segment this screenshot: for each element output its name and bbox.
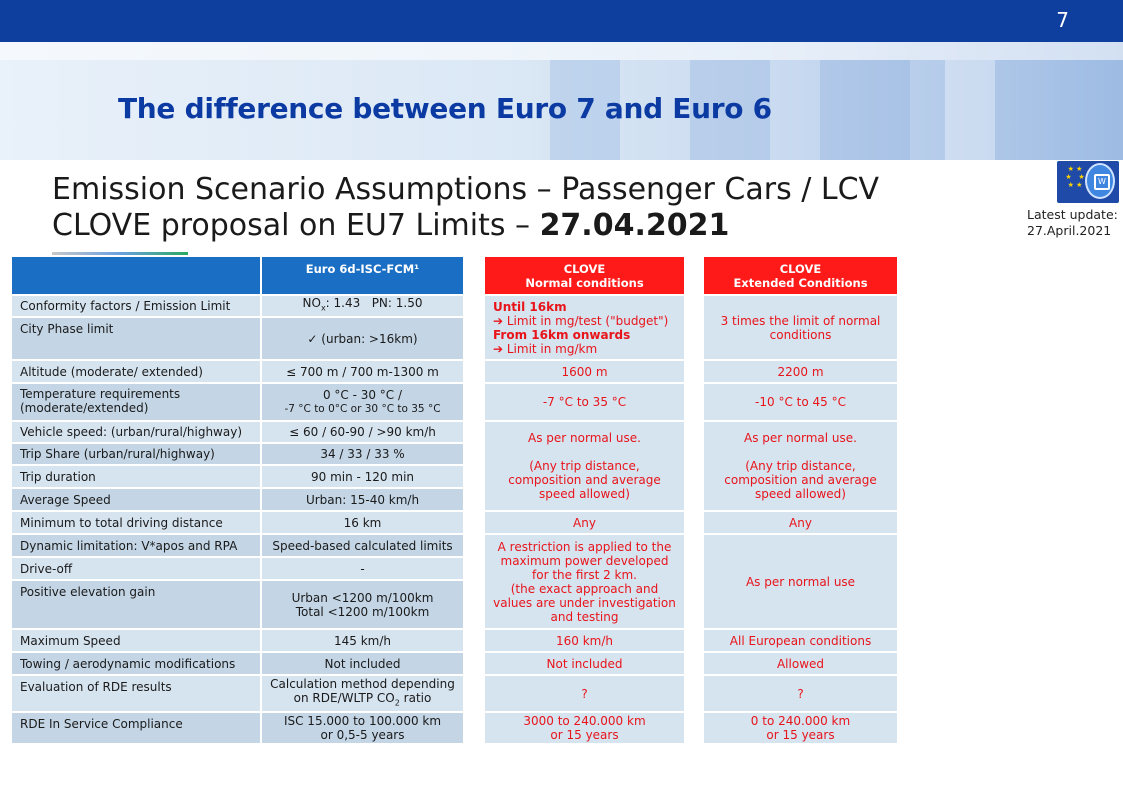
use-line: (Any trip distance, [529,459,640,473]
clove-normal-temperature: -7 °C to 35 °C [485,384,684,420]
evaluation-text: ratio [399,690,432,705]
conformity-line: ➔ Limit in mg/km [493,342,598,356]
row-label: Maximum Speed [12,630,260,651]
use-line: As per normal use. [744,431,857,445]
row-label: Positive elevation gain [12,581,260,628]
clove-normal-min-distance: Any [485,512,684,533]
top-bar [0,0,1123,42]
row-label: Conformity factors / Emission Limit [12,296,260,316]
update-label: Latest update: [1027,207,1118,222]
temp-line: 0 °C - 30 °C / [322,388,403,402]
euro6-header: Euro 6d-ISC-FCM¹ [262,257,463,294]
euro6-min-distance: 16 km [262,512,463,533]
euro6-temperature [262,384,463,420]
restriction-line: (the exact approach and [510,581,659,596]
isc-line: 3000 to 240.000 km [523,714,646,728]
clove-extended-max-speed: All European conditions [704,630,897,651]
euro6-drive-off: - [262,558,463,579]
slide-title: The difference between Euro 7 and Euro 6 [118,92,772,125]
clove-extended-altitude: 2200 m [704,361,897,382]
eu-logo [1057,161,1119,203]
row-label: Towing / aerodynamic modifications [12,653,260,674]
euro6-towing: Not included [262,653,463,674]
clove-extended-temperature: -10 °C to 45 °C [704,384,897,420]
clove-normal-conformity [485,296,684,359]
clove-extended-evaluation: ? [704,676,897,711]
elevation-line: Total <1200 m/100km [295,604,430,619]
use-line: (Any trip distance, [745,459,856,473]
elevation-line: Urban <1200 m/100km [291,590,434,605]
latest-update [1027,207,1118,239]
clove-normal-max-speed: 160 km/h [485,630,684,651]
euro6-average-speed: Urban: 15-40 km/h [262,489,463,510]
header-line: CLOVE [779,262,822,276]
heading-underline [52,252,188,255]
scenario-line-2 [52,208,879,244]
euro6-altitude: ≤ 700 m / 700 m-1300 m [262,361,463,382]
conformity-bold: From 16km onwards [493,328,631,342]
conformity-line: conditions [769,328,832,342]
clove-normal-altitude: 1600 m [485,361,684,382]
row-label: City Phase limit [12,318,260,359]
page-number: 7 [1056,8,1069,32]
row-label: Temperature requirements (moderate/extended) [12,384,260,420]
use-line: As per normal use. [528,431,641,445]
row-label: Drive-off [12,558,260,579]
restriction-line: for the first 2 km. [532,567,637,582]
row-label: Vehicle speed: (urban/rural/highway) [12,422,260,442]
conformity-bold: Until 16km [493,300,567,314]
eu-stars-icon: ★ ★ ★ ★ ★ ★ [1065,165,1085,189]
clove-extended-header [704,257,897,294]
clove-normal-isc [485,713,684,743]
header-line: Extended Conditions [733,276,868,290]
isc-line: or 15 years [550,728,619,742]
evaluation-text: on RDE/WLTP CO [293,690,395,705]
row-label: Altitude (moderate/ extended) [12,361,260,382]
clove-extended-min-distance: Any [704,512,897,533]
brand-icon: W [1085,163,1115,199]
scenario-date: 27.04.2021 [539,208,730,243]
use-line: speed allowed) [539,487,630,501]
row-label: Average Speed [12,489,260,510]
clove-normal-restriction [485,535,684,628]
clove-extended-isc [704,713,897,743]
euro6-isc [262,713,463,743]
row-label: RDE In Service Compliance [12,713,260,743]
isc-line: or 15 years [766,728,835,742]
row-label: Trip duration [12,466,260,487]
clove-extended-dynamic: As per normal use [704,535,897,628]
isc-line: or 0,5-5 years [320,728,405,742]
euro6-elevation [262,581,463,628]
scenario-heading [52,172,879,244]
conformity-line: ➔ Limit in mg/test ("budget") [493,314,669,328]
co2-sub: 2 [394,698,400,708]
conformity-values: : 1.43 PN: 1.50 [325,296,423,311]
header-line: Normal conditions [525,276,644,290]
euro6-city-phase: ✓ (urban: >16km) [262,318,463,359]
use-line: composition and average [508,473,661,487]
euro6-vehicle-speed: ≤ 60 / 60-90 / >90 km/h [262,422,463,442]
scenario-prefix: CLOVE proposal on EU7 Limits – [52,208,540,243]
restriction-line: and testing [550,609,619,624]
restriction-line: values are under investigation [493,595,676,610]
row-label: Trip Share (urban/rural/highway) [12,444,260,464]
clove-normal-towing: Not included [485,653,684,674]
scenario-line-1: Emission Scenario Assumptions – Passenger Cars / LCV [52,172,880,207]
restriction-line: maximum power developed [500,553,669,568]
label-header [12,257,260,294]
clove-normal-header [485,257,684,294]
temp-line: -7 °C to 0°C or 30 °C to 35 °C [284,403,441,415]
conformity-line: 3 times the limit of normal [720,314,881,328]
header-line: CLOVE [563,262,606,276]
use-line: composition and average [724,473,877,487]
euro6-dynamic: Speed-based calculated limits [262,535,463,556]
euro6-evaluation [262,676,463,711]
evaluation-line: Calculation method depending [270,676,455,691]
row-label: Minimum to total driving distance [12,512,260,533]
euro6-max-speed: 145 km/h [262,630,463,651]
clove-extended-conformity [704,296,897,359]
use-line: speed allowed) [755,487,846,501]
isc-line: ISC 15.000 to 100.000 km [283,714,442,728]
isc-line: 0 to 240.000 km [750,714,851,728]
clove-normal-evaluation: ? [485,676,684,711]
euro6-conformity [262,296,463,316]
clove-normal-use [485,422,684,510]
row-label: Evaluation of RDE results [12,676,260,711]
nox-label: NO [302,296,321,311]
euro6-trip-duration: 90 min - 120 min [262,466,463,487]
update-date: 27.April.2021 [1027,223,1112,238]
clove-extended-towing: Allowed [704,653,897,674]
evaluation-line [294,691,432,710]
row-label: Dynamic limitation: V*apos and RPA [12,535,260,556]
clove-extended-use [704,422,897,510]
restriction-line: A restriction is applied to the [497,539,672,554]
nox-sub: x [320,303,326,313]
euro6-trip-share: 34 / 33 / 33 % [262,444,463,464]
